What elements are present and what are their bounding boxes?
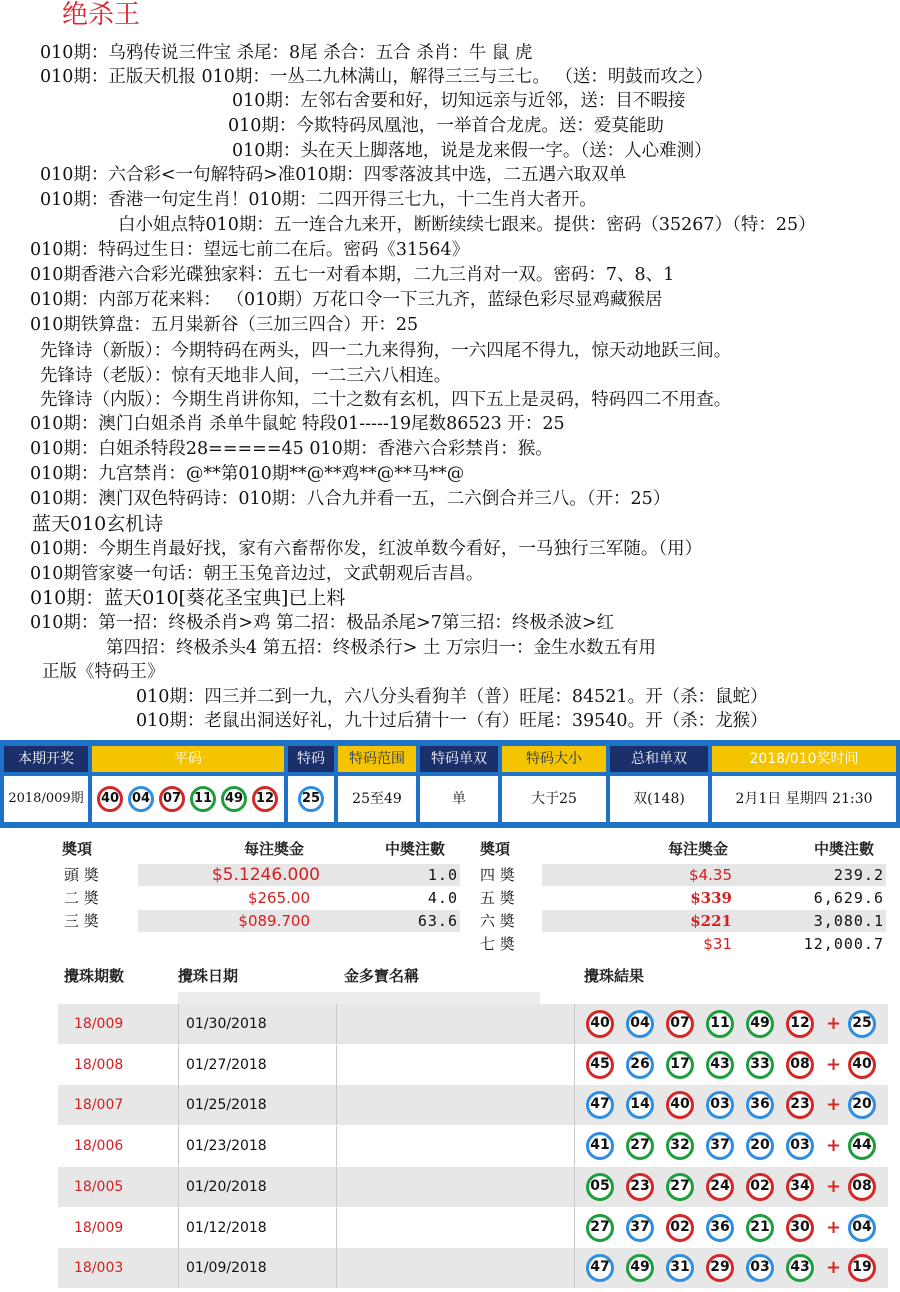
history-header-result: 攪珠結果 (584, 967, 645, 985)
history-period: 18/009 (74, 1016, 124, 1032)
prize-amount: $221 (690, 912, 732, 930)
sum-odd-even: 双(148) (610, 776, 708, 822)
result-ball: 27 (666, 1173, 694, 1201)
prediction-line: 010期：今期生肖最好找，家有六畜帮你发，红波单数今看好，一马独行三军随。（用） (30, 539, 703, 559)
prediction-line: 010期：香港一句定生肖！010期：二四开得三七九，十二生肖大者开。 (40, 190, 597, 210)
prize-row (58, 910, 460, 932)
result-ball: 47 (586, 1091, 614, 1119)
prize-row (58, 864, 460, 886)
prize-header-amount: 每注奬金 (244, 840, 305, 858)
section-heading: 蓝天010玄机诗 (32, 513, 164, 535)
history-row (58, 1045, 888, 1085)
prediction-line: 010期管家婆一句话：朝王玉兔音边过，文武朝观后吉昌。 (30, 564, 484, 584)
result-ball: 14 (626, 1091, 654, 1119)
result-ball: 49 (746, 1010, 774, 1038)
history-period: 18/005 (74, 1178, 124, 1195)
special-odd-even: 单 (420, 776, 498, 822)
history-row (58, 1004, 888, 1044)
prize-name: 頭 奬 (64, 866, 99, 884)
prize-row (472, 887, 886, 909)
result-special-ball: 25 (848, 1010, 876, 1038)
result-special-ball: 20 (848, 1091, 876, 1119)
prize-amount: $339 (690, 889, 732, 907)
prediction-line: 先锋诗（内版）：今期生肖讲你知，二十之数有玄机，四下五上是灵码，特码四二不用查。 (40, 390, 732, 410)
result-ball: 26 (626, 1051, 654, 1079)
special-ball: 25 (298, 786, 324, 812)
prediction-line: 先锋诗（老版）：惊有天地非人间，一二三六八相连。 (40, 366, 452, 386)
prize-header-count: 中奬注數 (814, 840, 875, 858)
result-ball: 30 (786, 1214, 814, 1242)
prediction-line: 010期：内部万花来料： （010期）万花口令一下三九齐，蓝绿色彩尽显鸡藏猴居 (30, 290, 663, 310)
result-ball: 41 (586, 1132, 614, 1160)
history-period: 18/003 (74, 1260, 124, 1277)
prediction-line: 010期：头在天上脚落地，说是龙来假一字。（送：人心难测） (232, 141, 712, 161)
history-row (58, 1248, 888, 1288)
history-date: 01/12/2018 (186, 1219, 267, 1236)
history-date: 01/30/2018 (186, 1016, 267, 1032)
prize-amount: $089.700 (238, 912, 310, 930)
regular-balls-cell (92, 776, 284, 822)
special-big-small: 大于25 (502, 776, 606, 822)
section-heading: 正版《特码王》 (42, 662, 165, 682)
result-ball: 49 (626, 1254, 654, 1282)
prediction-line: 010期：老鼠出洞送好礼，九十过后猜十一（有）旺尾：39540。开（杀：龙猴） (136, 711, 768, 731)
result-ball: 20 (746, 1132, 774, 1160)
result-ball: 05 (586, 1173, 614, 1201)
prize-count: 12,000.7 (803, 935, 884, 953)
prize-row (472, 910, 886, 932)
result-ball: 37 (626, 1214, 654, 1242)
result-ball: 11 (706, 1010, 734, 1038)
ball: 07 (159, 786, 185, 812)
result-ball: 03 (706, 1091, 734, 1119)
ball: 11 (190, 786, 216, 812)
prize-count: 239.2 (833, 866, 884, 884)
result-ball: 03 (786, 1132, 814, 1160)
result-ball: 43 (706, 1051, 734, 1079)
header-regular: 平码 (92, 746, 284, 772)
result-special-ball: 19 (848, 1254, 876, 1282)
prize-count: 63.6 (417, 912, 458, 930)
result-ball: 37 (706, 1132, 734, 1160)
history-header-date: 攪珠日期 (178, 967, 239, 985)
header-special: 特码 (288, 746, 334, 772)
result-ball: 24 (706, 1173, 734, 1201)
result-ball: 31 (666, 1254, 694, 1282)
prediction-line: 010期：白姐杀特段28=====45 010期：香港六合彩禁肖：猴。 (30, 439, 553, 459)
special-range: 25至49 (338, 776, 416, 822)
draw-period: 2018/009期 (4, 776, 88, 822)
history-date: 01/20/2018 (186, 1178, 267, 1195)
result-ball: 47 (586, 1254, 614, 1282)
prediction-line: 第四招：终极杀头4 第五招：终极杀行> 土 万宗归一：金生水数五有用 (106, 638, 656, 658)
result-ball: 21 (746, 1214, 774, 1242)
ball: 49 (221, 786, 247, 812)
result-ball: 17 (666, 1051, 694, 1079)
ball: 04 (128, 786, 154, 812)
plus-sign: + (826, 1013, 842, 1034)
next-draw-time: 2月1日 星期四 21:30 (712, 776, 896, 822)
plus-sign: + (826, 1135, 842, 1157)
prediction-line: 010期：蓝天010[葵花圣宝典]已上料 (30, 587, 346, 609)
prediction-line: 010期铁算盘：五月粜新谷（三加三四合）开：25 (30, 315, 419, 335)
history-period: 18/006 (74, 1138, 124, 1155)
result-ball: 43 (786, 1254, 814, 1282)
prize-count: 3,080.1 (813, 912, 884, 930)
header-special-odd-even: 特码单双 (420, 746, 498, 772)
page-title: 绝杀王 (62, 0, 141, 30)
prediction-line: 白小姐点特010期：五一连合九来开，断断续续七跟来。提供：密码（35267）（特：25） (118, 215, 816, 235)
result-ball: 02 (666, 1214, 694, 1242)
result-ball: 36 (706, 1214, 734, 1242)
result-ball: 40 (666, 1091, 694, 1119)
prize-header-item: 奬項 (62, 840, 93, 858)
prize-row (472, 864, 886, 886)
prize-name: 七 奬 (480, 935, 515, 953)
result-ball: 12 (786, 1010, 814, 1038)
result-ball: 03 (746, 1254, 774, 1282)
draw-results-band (0, 740, 900, 828)
prediction-line: 010期：正版天机报 010期：一丛二九林满山，解得三三与三七。 （送：明鼓而攻之） (40, 67, 713, 87)
header-special-big-small: 特码大小 (502, 746, 606, 772)
result-special-ball: 44 (848, 1132, 876, 1160)
prize-name: 四 奬 (480, 866, 515, 884)
result-ball: 04 (626, 1010, 654, 1038)
history-date: 01/09/2018 (186, 1260, 267, 1277)
prediction-line: 010期：九宫禁肖：@**第010期**@**鸡**@**马**@ (30, 464, 465, 484)
prediction-line: 010期：第一招：终极杀肖>鸡 第二招：极品杀尾>7第三招：终极杀波>红 (30, 613, 615, 633)
history-row (58, 1085, 888, 1125)
header-period: 本期开奖 (4, 746, 88, 772)
prediction-line: 010期：特码过生日：望远七前二在后。密码《31564》 (30, 240, 470, 260)
header-sum-odd-even: 总和单双 (610, 746, 708, 772)
result-ball: 27 (586, 1214, 614, 1242)
prize-count: 6,629.6 (813, 889, 884, 907)
prediction-line: 010期：左邻右舍要和好，切知远亲与近邻，送：目不暇接 (232, 91, 686, 111)
prediction-line: 010期：澳门双色特码诗：010期：八合九并看一五，二六倒合并三八。（开：25） (30, 489, 671, 509)
prize-row (58, 887, 460, 909)
result-ball: 33 (746, 1051, 774, 1079)
result-ball: 34 (786, 1173, 814, 1201)
ball: 12 (252, 786, 278, 812)
plus-sign: + (826, 1216, 842, 1238)
result-ball: 45 (586, 1051, 614, 1079)
prize-header-amount: 每注奬金 (668, 840, 729, 858)
prize-name: 三 奬 (64, 912, 99, 930)
result-ball: 23 (626, 1173, 654, 1201)
prediction-line: 010期：今欺特码凤凰池，一举首合龙虎。送：爱莫能助 (228, 116, 664, 136)
prize-amount: $265.00 (247, 889, 310, 907)
history-period: 18/007 (74, 1097, 124, 1114)
result-ball: 02 (746, 1173, 774, 1201)
prediction-line: 先锋诗（新版）：今期特码在两头，四一二九来得狗，一六四尾不得九，惊天动地跃三间。 (40, 341, 732, 361)
plus-sign: + (826, 1175, 842, 1197)
result-ball: 27 (626, 1132, 654, 1160)
result-ball: 40 (586, 1010, 614, 1038)
special-ball-cell (288, 776, 334, 822)
result-ball: 23 (786, 1091, 814, 1119)
prize-header-count: 中奬注數 (385, 840, 446, 858)
prize-name: 六 奬 (480, 912, 515, 930)
result-ball: 36 (746, 1091, 774, 1119)
prize-amount: $31 (703, 935, 732, 953)
prediction-line: 010期香港六合彩光碟独家料：五七一对看本期，二九三肖对一双。密码：7、8、1 (30, 265, 675, 285)
history-header-name: 金多寶名稱 (344, 967, 420, 985)
history-date: 01/25/2018 (186, 1097, 267, 1114)
result-ball: 07 (666, 1010, 694, 1038)
plus-sign: + (826, 1053, 842, 1075)
history-row (58, 1167, 888, 1207)
prize-name: 五 奬 (480, 889, 515, 907)
prize-count: 1.0 (427, 866, 458, 884)
result-ball: 29 (706, 1254, 734, 1282)
header-next-draw: 2018/010奖时间 (712, 746, 896, 772)
prediction-line: 010期：六合彩<一句解特码>准010期：四零落波其中选，二五遇六取双单 (40, 165, 627, 185)
result-ball: 32 (666, 1132, 694, 1160)
history-row (58, 1126, 888, 1166)
result-special-ball: 40 (848, 1051, 876, 1079)
result-ball: 08 (786, 1051, 814, 1079)
prize-row (472, 933, 886, 955)
header-special-range: 特码范围 (338, 746, 416, 772)
prediction-line: 010期：四三并二到一九，六八分头看狗羊（普）旺尾：84521。开（杀：鼠蛇） (136, 687, 768, 707)
prediction-line: 010期：乌鸦传说三件宝 杀尾：8尾 杀合：五合 杀肖：牛 鼠 虎 (40, 43, 533, 63)
plus-sign: + (826, 1257, 842, 1279)
history-header-period: 攪珠期數 (64, 967, 125, 985)
prize-header-item: 奬項 (480, 840, 511, 858)
history-date: 01/27/2018 (186, 1056, 267, 1073)
prediction-line: 010期：澳门白姐杀肖 杀单牛鼠蛇 特段01-----19尾数86523 开：25 (30, 414, 565, 434)
result-special-ball: 04 (848, 1214, 876, 1242)
ball: 40 (97, 786, 123, 812)
result-special-ball: 08 (848, 1173, 876, 1201)
history-row (58, 1208, 888, 1248)
prize-amount: $4.35 (689, 866, 732, 884)
plus-sign: + (826, 1094, 842, 1116)
history-date: 01/23/2018 (186, 1138, 267, 1155)
prize-name: 二 奬 (64, 889, 99, 907)
history-period: 18/009 (74, 1219, 124, 1236)
prize-count: 4.0 (427, 889, 458, 907)
prize-amount: $5.1246.000 (211, 865, 320, 885)
history-period: 18/008 (74, 1056, 124, 1073)
